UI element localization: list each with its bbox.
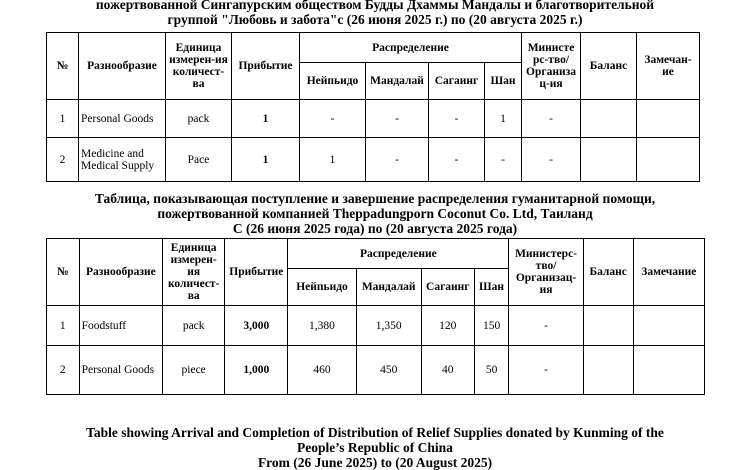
col-header-ministry: Министе рс-тво/ Организа ц-ия (522, 33, 581, 100)
table3-heading (0, 425, 750, 470)
cell-region: 150 (474, 306, 509, 346)
cell-unit: pack (163, 306, 225, 346)
col-header-balance: Баланс (583, 239, 633, 306)
heading-line: пожертвованной Сингапурским обществом Будды Дхаммы Мандалы и благотворительной (95, 0, 655, 12)
col-header-region: Нейпьидо (300, 63, 366, 100)
col-header-region: Сагаинг (429, 63, 485, 100)
col-header-item: Разнообразие (79, 33, 166, 100)
cell-balance (581, 138, 637, 182)
cell-region: - (366, 100, 429, 138)
cell-arrival: 1,000 (225, 346, 288, 395)
heading-line: Таблица, показывающая поступление и завершение распределения гуманитарной помощи, (94, 191, 656, 206)
table2-heading (0, 191, 750, 236)
col-header-no: № (47, 239, 80, 306)
cell-ministry: - (509, 306, 583, 346)
cell-remarks (633, 346, 704, 395)
heading-line: С (26 июня 2025 года) по (20 августа 2025 года) (232, 221, 518, 236)
cell-region: 120 (421, 306, 474, 346)
col-header-region: Шан (474, 269, 509, 306)
cell-region: 50 (474, 346, 509, 395)
table-row (47, 138, 700, 182)
cell-item: Foodstuff (79, 306, 163, 346)
cell-balance (581, 100, 637, 138)
cell-remarks (633, 306, 704, 346)
heading-line: People’s Republic of China (297, 440, 453, 455)
cell-region: 1,380 (288, 306, 356, 346)
cell-region: 40 (421, 346, 474, 395)
col-header-region: Шан (485, 63, 522, 100)
cell-item: Medicine and Medical Supply (79, 138, 166, 182)
cell-region: 450 (356, 346, 421, 395)
cell-ministry: - (522, 138, 581, 182)
heading-line: пожертвованной компанией Theppadungporn Coconut Co. Ltd, Таиланд (157, 206, 593, 221)
table-header-row (47, 33, 700, 63)
cell-unit: pack (166, 100, 232, 138)
col-header-remarks: Замечан-ие (637, 33, 700, 100)
col-header-ministry: Министерс-тво/ Организац-ия (509, 239, 583, 306)
cell-region: - (429, 100, 485, 138)
cell-region: - (366, 138, 429, 182)
cell-ministry: - (522, 100, 581, 138)
cell-region: 460 (288, 346, 356, 395)
cell-no: 1 (47, 306, 80, 346)
cell-arrival: 3,000 (225, 306, 288, 346)
col-header-unit: Единица измерен-ия количест-ва (163, 239, 225, 306)
heading-line: группой "Любовь и забота"с (26 июня 2025 г.) по (20 августа 2025 г.) (167, 12, 583, 27)
cell-balance (583, 346, 633, 395)
col-header-region: Мандалай (356, 269, 421, 306)
col-header-remarks: Замечание (633, 239, 704, 306)
cell-region: 1,350 (356, 306, 421, 346)
cell-region: 1 (485, 100, 522, 138)
cell-balance (583, 306, 633, 346)
col-header-arrival: Прибытие (232, 33, 300, 100)
table-row (47, 100, 700, 138)
table-row (47, 306, 705, 346)
distribution-table-2 (46, 238, 705, 395)
cell-remarks (637, 100, 700, 138)
col-header-arrival: Прибытие (225, 239, 288, 306)
col-header-unit: Единица измерен-ия количест-ва (166, 33, 232, 100)
col-header-distribution: Распределение (288, 239, 509, 269)
cell-region: 1 (300, 138, 366, 182)
heading-line: Table showing Arrival and Completion of Distribution of Relief Supplies donated by Kunming of the (86, 425, 664, 440)
cell-no: 1 (47, 100, 79, 138)
table-row (47, 346, 705, 395)
col-header-region: Мандалай (366, 63, 429, 100)
heading-line: From (26 June 2025) to (20 August 2025) (257, 455, 493, 470)
cell-remarks (637, 138, 700, 182)
cell-region: - (485, 138, 522, 182)
cell-no: 2 (47, 138, 79, 182)
cell-region: - (429, 138, 485, 182)
col-header-no: № (47, 33, 79, 100)
cell-unit: Pace (166, 138, 232, 182)
cell-unit: piece (163, 346, 225, 395)
col-header-region: Нейпьидо (288, 269, 356, 306)
cell-no: 2 (47, 346, 80, 395)
col-header-region: Сагаинг (421, 269, 474, 306)
cell-ministry: - (509, 346, 583, 395)
cell-item: Personal Goods (79, 346, 163, 395)
cell-region: - (300, 100, 366, 138)
table1-heading (0, 0, 750, 27)
col-header-balance: Баланс (581, 33, 637, 100)
cell-item: Personal Goods (79, 100, 166, 138)
cell-arrival: 1 (232, 138, 300, 182)
col-header-distribution: Распределение (300, 33, 522, 63)
cell-arrival: 1 (232, 100, 300, 138)
table-header-row (47, 239, 705, 269)
col-header-item: Разнообразие (79, 239, 163, 306)
distribution-table-1 (46, 32, 700, 182)
